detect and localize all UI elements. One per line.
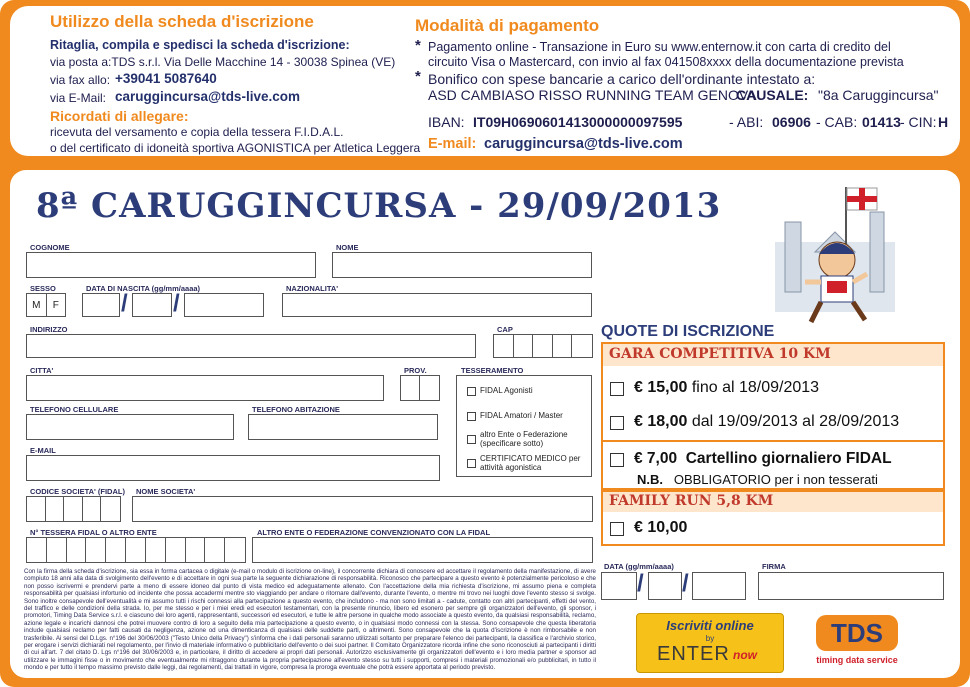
nazionalita-field[interactable] <box>282 293 592 317</box>
family-run-title: FAMILY RUN 5,8 KM <box>609 493 774 509</box>
label-altro-ente: ALTRO ENTE O FEDERAZIONE CONVENZIONATO CON LA FIDAL <box>257 528 491 537</box>
iban-label: IBAN: <box>428 114 465 130</box>
cognome-field[interactable] <box>26 252 316 278</box>
label-indirizzo: INDIRIZZO <box>30 325 68 334</box>
birth-month-field[interactable] <box>132 293 172 317</box>
label-nazionalita: NAZIONALITA' <box>286 284 339 293</box>
birth-year-field[interactable] <box>184 293 264 317</box>
label-tel-abitazione: TELEFONO ABITAZIONE <box>252 405 340 414</box>
nota-bene <box>637 472 878 487</box>
event-title: 8ª CARUGGINCURSA - 29/09/2013 <box>36 186 722 226</box>
cartellino-text: Cartellino giornaliero FIDAL <box>685 450 892 467</box>
label-citta: CITTA' <box>30 366 54 375</box>
family-run-price <box>634 519 687 537</box>
price-2-amount: € 18,00 <box>634 413 688 430</box>
price-1 <box>634 379 819 397</box>
label-email: E-MAIL <box>30 446 56 455</box>
label-tessera: N° TESSERA FIDAL O ALTRO ENTE <box>30 528 157 537</box>
codice-societa-field[interactable] <box>26 496 121 522</box>
nb-label: N.B. <box>637 472 663 487</box>
usage-fax-number: +39041 5087640 <box>115 71 217 86</box>
indirizzo-field[interactable] <box>26 334 476 358</box>
runner-mascot-illustration <box>775 182 895 332</box>
date-separator: / <box>637 570 644 597</box>
abi-value: 06906 <box>772 114 811 130</box>
citta-field[interactable] <box>26 375 384 401</box>
cap-field[interactable] <box>493 334 593 358</box>
tel-abitazione-field[interactable] <box>248 414 438 440</box>
usage-post-line: via posta a:TDS s.r.l. Via Delle Macchine 14 - 30038 Spinea (VE) <box>50 55 396 69</box>
tds-logo-badge[interactable] <box>812 613 902 671</box>
price-2 <box>634 413 899 431</box>
label-sesso: SESSO <box>30 284 56 293</box>
tesseramento-option-fidal-agonisti: FIDAL Agonisti <box>480 386 533 395</box>
nb-text: OBBLIGATORIO per i non tesserati <box>673 472 878 487</box>
tesseramento-option-altro-ente: altro Ente o Federazione (specificare sotto) <box>480 430 568 448</box>
cin-label: - CIN: <box>900 114 937 130</box>
checkbox-icon[interactable] <box>610 416 624 430</box>
label-nome: NOME <box>336 243 359 252</box>
payment-email-label: E-mail: <box>428 136 477 152</box>
checkbox-icon[interactable] <box>610 453 624 467</box>
enter-logo: ENTER <box>657 643 730 665</box>
disclaimer-text: Con la firma della scheda d'iscrizione, sia essa in forma cartacea o digitale (e-mail o modulo di iscrizione on-line), il concorrente dichiara di conoscere ed accettare il regolamento della manifestazione, di avere compiuto 18 anni alla data di svolgimento dell'evento e di accettare in ogni sua parte la seguente dichiarazione di responsabilità. Riconosco che partecipare a questo evento è potenzialmente pericoloso e che non posso iscrivermi e prendervi parte a meno di essere idoneo dal punto di vista medico ed adeguatamente allenato. Con l'accettazione della mia richiesta d'iscrizione, mi assumo piena e completa responsabilità per qualsiasi infortunio od incidente che possa accadermi mentre sto viaggiando per andare o ritornare dall'evento, durante l'evento, o mentre mi trovo nei luoghi dove l'evento stesso si svolge. Sono inoltre consapevole dell'eventualità e mi assumo tutti i rischi connessi alla partecipazione a questo evento, che includono - ma non sono limitati a - cadute, contatto con altri partecipanti, effetti del vento, del traffico e delle condizioni della strada. Io, per me stesso e per i miei eredi ed esecutori testamentari, con la presente rinuncio, libero ed esonero per sempre gli organizzatori dell'evento, gli sponsor, i promotori, Timing Data Service s.r.l. e ciascuno dei loro agenti, rappresentanti, successori ed esecutori, e tutte le altre persone in qualche modo associate a questo evento, da qualsiasi responsabilità, reclamo, azione legale e incarichi dannosi che potrei muovere contro di loro a seguito della mia partecipazione a questo evento, o in qualsiasi modo connessi con la stessa. Sono consapevole che questa liberatoria include qualsiasi reclamo per fatti causati da negligenza, azione od una dimenticanza di qualsiasi delle suddette parti, o altrimenti. Sono consapevole che la quota d'iscrizione è non rimborsabile e non trasferibile. Ai sensi del D.Lgs. n°196 del 30/06/2003 ("Testo Unico della Privacy") s'informa che i dati personali saranno utilizzati soltanto per preparare l'elenco dei partecipanti, la classifica e l'archivio storico, per erogare i servizi dichiarati nel regolamento, per l'invio di materiale informativo o pubblicitario dell'evento o dei suoi partner. Il Comitato Organizzatore ricorda infine che sono riconosciuti ai partecipanti i diritti di cui all'art. 7 del citato D. Lgs n°196 del 30/06/2003 e, in particolare, il diritto di accedere ai propri dati personali. Autorizzo esclusivamente gli organizzatori dell'evento e i loro media partner e sponsor ad utilizzare le immagini fisse o in movimento che eventualmente mi ritraggono durante la propria partecipazione all'evento stesso su tutti i supporti, compresi i materiali promozionali e/o pubblicitari, in tutto il mondo e per tutto il tempo massimo previsto dalle leggi, dai regolamenti, dai trattati in vigore, compresa la proroga eventuale che potrà essere apportata al periodo previsto. <box>24 568 596 672</box>
label-codice-societa: CODICE SOCIETA' (FIDAL) <box>30 487 125 496</box>
prov-field[interactable] <box>400 375 440 401</box>
checkbox-icon[interactable] <box>467 459 476 468</box>
tel-cellulare-field[interactable] <box>26 414 234 440</box>
tesseramento-option-fidal-amatori: FIDAL Amatori / Master <box>480 411 563 420</box>
nome-societa-field[interactable] <box>132 496 593 522</box>
label-tel-cellulare: TELEFONO CELLULARE <box>30 405 119 414</box>
tesseramento-option-certificato: CERTIFICATO MEDICO per attività agonistica <box>480 454 581 472</box>
label-prov: PROV. <box>404 366 427 375</box>
cab-value: 01413 <box>862 114 901 130</box>
label-cognome: COGNOME <box>30 243 70 252</box>
date-month-field[interactable] <box>648 572 682 600</box>
iban-value: IT09H0690601413000000097595 <box>473 114 683 130</box>
label-data-nascita: DATA DI NASCITA (gg/mm/aaaa) <box>86 284 201 293</box>
date-separator: / <box>682 570 689 597</box>
sesso-field <box>26 293 66 317</box>
payment-bonifico-beneficiary: ASD CAMBIASO RISSO RUNNING TEAM GENOVA <box>428 87 757 103</box>
usage-email-label: via E-Mail: <box>50 91 107 105</box>
price-1-amount: € 15,00 <box>634 379 688 396</box>
label-nome-societa: NOME SOCIETA' <box>136 487 196 496</box>
checkbox-icon[interactable] <box>610 522 624 536</box>
price-1-text: fino al 18/09/2013 <box>691 379 820 396</box>
usage-fax-label: via fax allo: <box>50 73 111 87</box>
sex-option-f[interactable]: F <box>52 299 59 311</box>
label-tesseramento: TESSERAMENTO <box>461 366 524 375</box>
usage-subtitle: Ritaglia, compila e spedisci la scheda d'iscrizione: <box>50 38 350 52</box>
cab-label: - CAB: <box>816 114 858 130</box>
now-logo: now <box>733 648 757 662</box>
price-2-text: dal 19/09/2013 al 28/09/2013 <box>691 413 900 430</box>
divider <box>603 440 943 442</box>
usage-email-value[interactable]: caruggincursa@tds-live.com <box>115 89 300 104</box>
birth-day-field[interactable] <box>82 293 120 317</box>
family-run-amount: € 10,00 <box>634 519 688 536</box>
firma-field[interactable] <box>758 572 944 600</box>
bullet-1: * <box>415 37 421 54</box>
sex-option-m[interactable]: M <box>27 294 47 316</box>
bullet-2: * <box>415 68 421 85</box>
causale-label: CAUSALE: <box>736 87 809 103</box>
payment-email-value[interactable]: caruggincursa@tds-live.com <box>484 136 683 152</box>
iscriviti-online-label: Iscriviti online <box>666 618 754 633</box>
payment-bonifico-line1: Bonifico con spese bancarie a carico dell'ordinante intestato a: <box>428 71 816 87</box>
remember-line2: o del certificato di idoneità sportiva AGONISTICA per Atletica Leggera <box>50 141 421 155</box>
tds-subtitle: timing data service <box>816 655 898 665</box>
abi-label: - ABI: <box>729 114 764 130</box>
causale-value: "8a Caruggincursa" <box>818 87 939 103</box>
cin-value: H <box>938 114 949 130</box>
label-cap: CAP <box>497 325 513 334</box>
cartellino-amount: € 7,00 <box>634 450 678 467</box>
flag-icon <box>847 188 877 210</box>
gara-competitiva-title: GARA COMPETITIVA 10 KM <box>609 346 831 362</box>
date-day-field[interactable] <box>601 572 637 600</box>
usage-title: Utilizzo della scheda d'iscrizione <box>50 12 314 31</box>
date-year-field[interactable] <box>692 572 746 600</box>
payment-title: Modalità di pagamento <box>415 16 600 35</box>
checkbox-icon[interactable] <box>467 435 476 444</box>
date-separator: / <box>173 290 180 317</box>
tessera-field[interactable] <box>26 537 246 563</box>
label-firma: FIRMA <box>762 562 786 571</box>
cartellino <box>634 450 892 468</box>
nome-field[interactable] <box>332 252 592 278</box>
payment-online-line2: circuito Visa o Mastercard, con invio al fax 041508xxxx della documentazione prevista <box>428 55 904 69</box>
iscriviti-online-badge[interactable] <box>636 613 784 673</box>
tds-logo: TDS <box>831 618 883 648</box>
remember-line1: ricevuta del versamento e copia della tessera F.I.D.A.L. <box>50 125 344 139</box>
remember-title: Ricordati di allegare: <box>50 108 189 124</box>
checkbox-icon[interactable] <box>610 382 624 396</box>
quote-title: QUOTE DI ISCRIZIONE <box>601 323 775 340</box>
label-data: DATA (gg/mm/aaaa) <box>604 562 674 571</box>
email-field[interactable] <box>26 455 440 481</box>
date-separator: / <box>121 290 128 317</box>
iscriviti-by: by <box>705 634 715 643</box>
checkbox-icon[interactable] <box>467 387 476 396</box>
checkbox-icon[interactable] <box>467 412 476 421</box>
altro-ente-field[interactable] <box>252 537 593 563</box>
payment-online-line1: Pagamento online - Transazione in Euro su www.enternow.it con carta di credito del <box>428 40 891 54</box>
